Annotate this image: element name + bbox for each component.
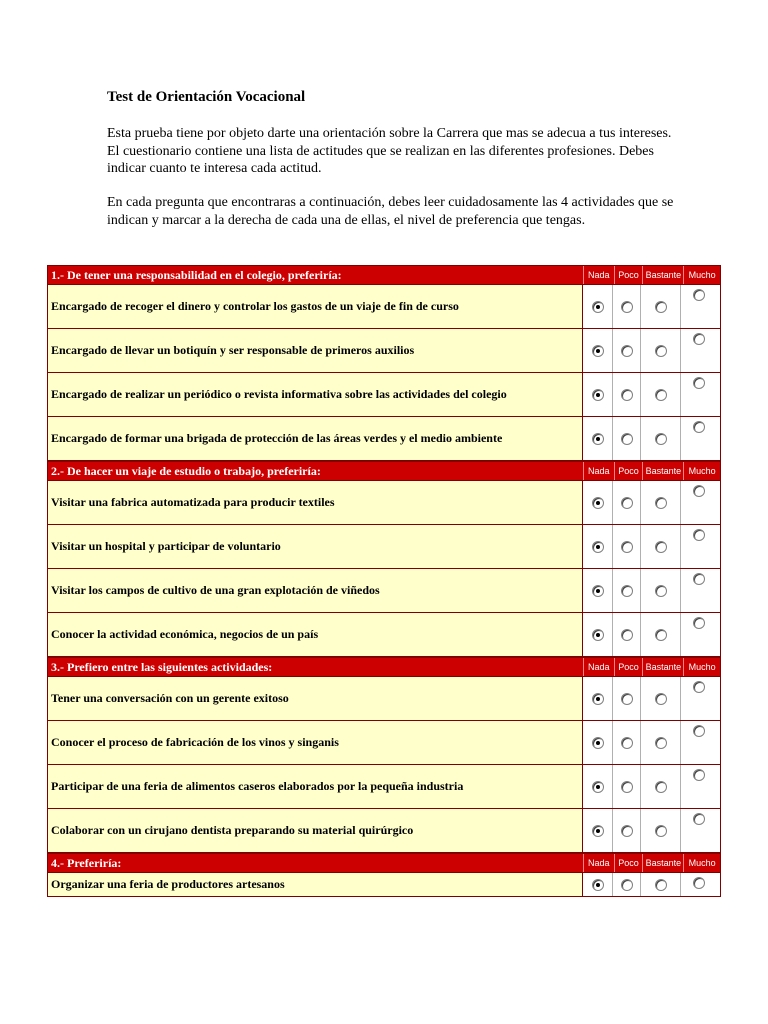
option-cell-poco (613, 481, 641, 524)
column-header-poco: Poco (614, 658, 643, 676)
option-cell-bastante (641, 329, 681, 372)
radio-poco[interactable] (621, 693, 633, 705)
option-cell-mucho (681, 285, 717, 328)
option-cell-mucho (681, 569, 717, 612)
option-cell-nada (583, 721, 613, 764)
option-cell-poco (613, 569, 641, 612)
option-cell-mucho (681, 417, 717, 460)
radio-nada[interactable] (592, 497, 604, 509)
question-group (47, 853, 721, 897)
radio-poco[interactable] (621, 345, 633, 357)
radio-mucho[interactable] (693, 289, 705, 301)
option-cell-bastante (641, 677, 681, 720)
activity-row (47, 765, 721, 809)
option-cell-poco (613, 373, 641, 416)
radio-poco[interactable] (621, 389, 633, 401)
option-cell-nada (583, 613, 613, 656)
activity-row (47, 677, 721, 721)
radio-bastante[interactable] (655, 693, 667, 705)
radio-mucho[interactable] (693, 485, 705, 497)
option-cell-nada (583, 329, 613, 372)
radio-bastante[interactable] (655, 301, 667, 313)
question-group (47, 657, 721, 853)
option-cell-nada (583, 525, 613, 568)
activity-label: Organizar una feria de productores artesanos (48, 873, 583, 896)
radio-poco[interactable] (621, 781, 633, 793)
column-header-nada: Nada (583, 854, 614, 872)
activity-row (47, 329, 721, 373)
option-cell-poco (613, 809, 641, 852)
column-header-poco: Poco (614, 462, 643, 480)
option-cell-mucho (681, 481, 717, 524)
activity-row (47, 721, 721, 765)
radio-nada[interactable] (592, 879, 604, 891)
radio-nada[interactable] (592, 389, 604, 401)
column-header-mucho: Mucho (683, 266, 720, 284)
column-header-bastante: Bastante (642, 266, 683, 284)
column-header-nada: Nada (583, 462, 614, 480)
radio-bastante[interactable] (655, 541, 667, 553)
column-header-mucho: Mucho (683, 658, 720, 676)
option-cell-mucho (681, 525, 717, 568)
radio-bastante[interactable] (655, 389, 667, 401)
option-cell-mucho (681, 765, 717, 808)
radio-poco[interactable] (621, 737, 633, 749)
activity-row (47, 809, 721, 853)
page-title: Test de Orientación Vocacional (107, 89, 306, 105)
option-cell-mucho (681, 613, 717, 656)
question-title: 2.- De hacer un viaje de estudio o trabajo, preferiría: (51, 464, 321, 478)
option-cell-nada (583, 481, 613, 524)
radio-poco[interactable] (621, 433, 633, 445)
option-cell-poco (613, 285, 641, 328)
option-cell-nada (583, 285, 613, 328)
radio-mucho[interactable] (693, 421, 705, 433)
activity-row (47, 285, 721, 329)
question-header (47, 461, 721, 481)
radio-nada[interactable] (592, 629, 604, 641)
option-cell-bastante (641, 481, 681, 524)
activity-row (47, 525, 721, 569)
radio-poco[interactable] (621, 541, 633, 553)
radio-mucho[interactable] (693, 617, 705, 629)
radio-bastante[interactable] (655, 629, 667, 641)
radio-nada[interactable] (592, 541, 604, 553)
option-cell-bastante (641, 569, 681, 612)
radio-bastante[interactable] (655, 345, 667, 357)
option-cell-bastante (641, 373, 681, 416)
activity-label: Visitar una fabrica automatizada para producir textiles (48, 481, 583, 524)
questionnaire (47, 265, 721, 897)
radio-mucho[interactable] (693, 769, 705, 781)
radio-bastante[interactable] (655, 825, 667, 837)
column-header-mucho: Mucho (683, 854, 720, 872)
radio-nada[interactable] (592, 781, 604, 793)
radio-bastante[interactable] (655, 433, 667, 445)
radio-mucho[interactable] (693, 333, 705, 345)
option-cell-poco (613, 721, 641, 764)
radio-mucho[interactable] (693, 725, 705, 737)
option-cell-poco (613, 329, 641, 372)
activity-label: Encargado de llevar un botiquín y ser responsable de primeros auxilios (48, 329, 583, 372)
activity-label: Encargado de recoger el dinero y controlar los gastos de un viaje de fin de curso (48, 285, 583, 328)
option-cell-nada (583, 809, 613, 852)
intro-paragraph-1: Esta prueba tiene por objeto darte una orientación sobre la Carrera que mas se adecua a tus intereses. El cuestionario contiene una lista de actitudes que se realizan en las diferentes profesiones. Debes indicar cuanto te interesa cada actitud. (107, 126, 672, 176)
column-header-nada: Nada (583, 266, 614, 284)
option-cell-poco (613, 873, 641, 896)
radio-poco[interactable] (621, 301, 633, 313)
activity-row (47, 417, 721, 461)
question-header (47, 853, 721, 873)
option-cell-bastante (641, 873, 681, 896)
option-cell-poco (613, 525, 641, 568)
radio-nada[interactable] (592, 345, 604, 357)
option-cell-bastante (641, 809, 681, 852)
column-header-bastante: Bastante (642, 462, 683, 480)
radio-nada[interactable] (592, 825, 604, 837)
activity-label: Colaborar con un cirujano dentista preparando su material quirúrgico (48, 809, 583, 852)
question-title: 3.- Prefiero entre las siguientes actividades: (51, 660, 273, 674)
activity-row (47, 481, 721, 525)
activity-row (47, 373, 721, 417)
radio-poco[interactable] (621, 879, 633, 891)
intro-paragraph-2: En cada pregunta que encontraras a continuación, debes leer cuidadosamente las 4 actividades que se indican y marcar a la derecha de cada una de ellas, el nivel de preferencia que tengas. (107, 195, 674, 228)
option-cell-bastante (641, 613, 681, 656)
activity-label: Tener una conversación con un gerente exitoso (48, 677, 583, 720)
radio-mucho[interactable] (693, 377, 705, 389)
option-cell-bastante (641, 285, 681, 328)
option-cell-mucho (681, 373, 717, 416)
radio-bastante[interactable] (655, 781, 667, 793)
activity-label: Visitar un hospital y participar de voluntario (48, 525, 583, 568)
option-cell-nada (583, 765, 613, 808)
radio-nada[interactable] (592, 585, 604, 597)
question-title: 4.- Preferiría: (51, 856, 122, 870)
question-group (47, 461, 721, 657)
radio-poco[interactable] (621, 497, 633, 509)
option-cell-nada (583, 677, 613, 720)
question-header (47, 657, 721, 677)
radio-mucho[interactable] (693, 573, 705, 585)
column-header-nada: Nada (583, 658, 614, 676)
option-cell-nada (583, 373, 613, 416)
radio-bastante[interactable] (655, 497, 667, 509)
activity-row (47, 613, 721, 657)
radio-bastante[interactable] (655, 585, 667, 597)
radio-nada[interactable] (592, 433, 604, 445)
column-header-bastante: Bastante (642, 854, 683, 872)
column-header-poco: Poco (614, 266, 643, 284)
option-cell-bastante (641, 525, 681, 568)
activity-label: Visitar los campos de cultivo de una gran explotación de viñedos (48, 569, 583, 612)
activity-label: Encargado de realizar un periódico o revista informativa sobre las actividades del colegio (48, 373, 583, 416)
activity-label: Encargado de formar una brigada de protección de las áreas verdes y el medio ambiente (48, 417, 583, 460)
radio-poco[interactable] (621, 629, 633, 641)
option-cell-bastante (641, 721, 681, 764)
activity-label: Conocer el proceso de fabricación de los vinos y singanis (48, 721, 583, 764)
question-group (47, 265, 721, 461)
option-cell-nada (583, 417, 613, 460)
activity-row (47, 569, 721, 613)
option-cell-bastante (641, 765, 681, 808)
question-title: 1.- De tener una responsabilidad en el colegio, preferiría: (51, 268, 342, 282)
radio-poco[interactable] (621, 825, 633, 837)
option-cell-poco (613, 677, 641, 720)
option-cell-bastante (641, 417, 681, 460)
radio-poco[interactable] (621, 585, 633, 597)
option-cell-mucho (681, 873, 717, 896)
option-cell-mucho (681, 329, 717, 372)
radio-bastante[interactable] (655, 737, 667, 749)
option-cell-mucho (681, 677, 717, 720)
option-cell-mucho (681, 721, 717, 764)
column-header-poco: Poco (614, 854, 643, 872)
option-cell-poco (613, 417, 641, 460)
question-header (47, 265, 721, 285)
activity-row (47, 873, 721, 897)
radio-mucho[interactable] (693, 681, 705, 693)
radio-mucho[interactable] (693, 529, 705, 541)
activity-label: Participar de una feria de alimentos caseros elaborados por la pequeña industria (48, 765, 583, 808)
option-cell-mucho (681, 809, 717, 852)
option-cell-nada (583, 873, 613, 896)
radio-nada[interactable] (592, 301, 604, 313)
activity-label: Conocer la actividad económica, negocios de un país (48, 613, 583, 656)
column-header-mucho: Mucho (683, 462, 720, 480)
radio-nada[interactable] (592, 693, 604, 705)
radio-bastante[interactable] (655, 879, 667, 891)
option-cell-poco (613, 613, 641, 656)
radio-nada[interactable] (592, 737, 604, 749)
column-header-bastante: Bastante (642, 658, 683, 676)
option-cell-poco (613, 765, 641, 808)
option-cell-nada (583, 569, 613, 612)
radio-mucho[interactable] (693, 877, 705, 889)
radio-mucho[interactable] (693, 813, 705, 825)
